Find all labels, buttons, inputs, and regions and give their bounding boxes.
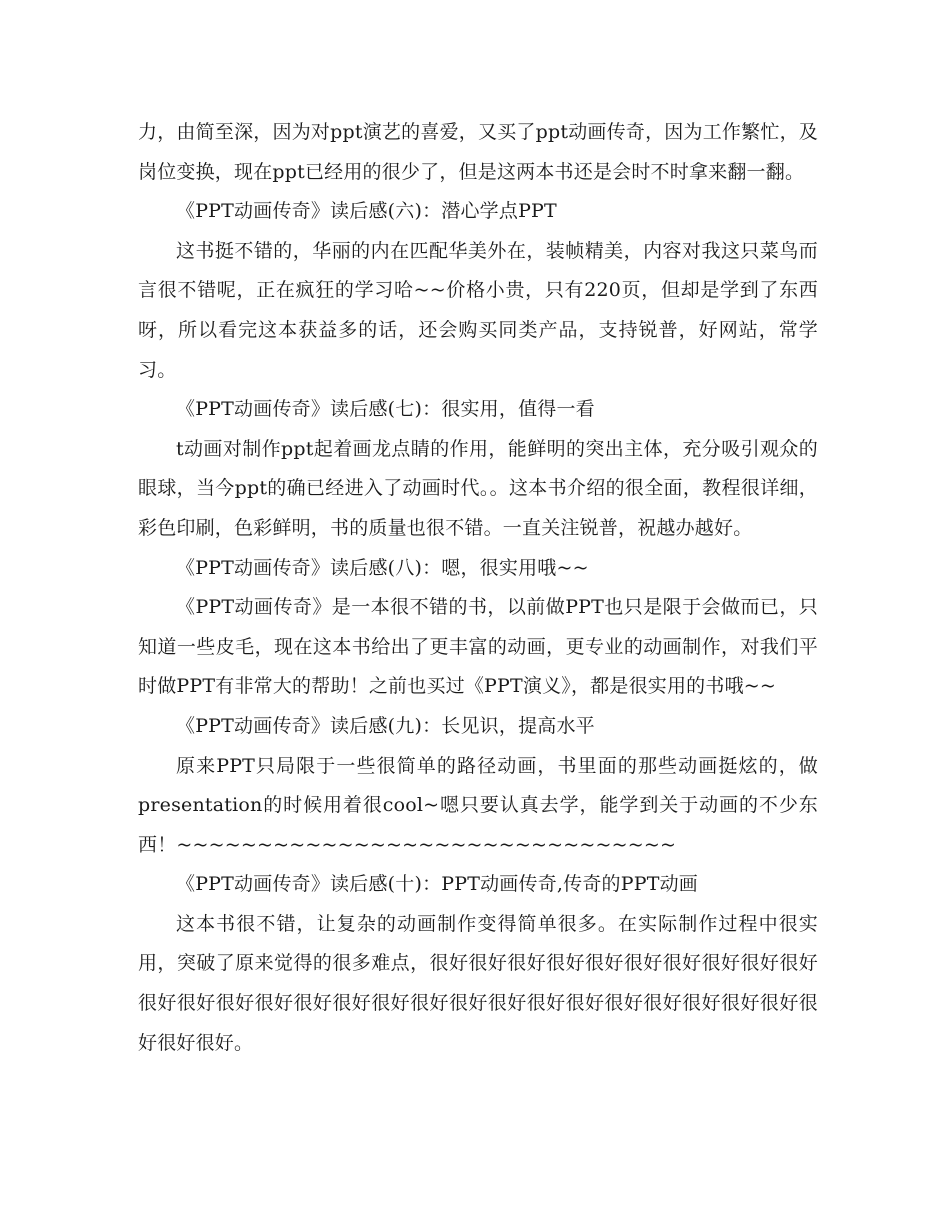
section-heading-9: 《PPT动画传奇》读后感(九)：长见识，提高水平 (176, 714, 595, 737)
document-body (138, 113, 818, 1063)
paragraph-continued: 力，由简至深，因为对ppt演艺的喜爱，又买了ppt动画传奇，因为工作繁忙，及岗位变换，现在ppt已经用的很少了，但是这两本书还是会时不时拿来翻一翻。 (138, 121, 818, 183)
section-heading-8: 《PPT动画传奇》读后感(八)：嗯，很实用哦~~ (176, 556, 589, 579)
section-heading-6: 《PPT动画传奇》读后感(六)：潜心学点PPT (176, 200, 557, 223)
paragraph-9: 原来PPT只局限于一些很简单的路径动画，书里面的那些动画挺炫的，做presentation的时候用着很cool~嗯只要认真去学，能学到关于动画的不少东西！~~~~~~~~~~~~~~~~~~~~~~~~~~~~~~~ (138, 754, 818, 856)
paragraph-7: t动画对制作ppt起着画龙点睛的作用，能鲜明的突出主体，充分吸引观众的眼球，当今ppt的确已经进入了动画时代。。这本书介绍的很全面，教程很详细，彩色印刷，色彩鲜明，书的质量也很不错。一直关注锐普，祝越办越好。 (138, 437, 818, 539)
paragraph-8: 《PPT动画传奇》是一本很不错的书，以前做PPT也只是限于会做而已，只知道一些皮毛，现在这本书给出了更丰富的动画，更专业的动画制作，对我们平时做PPT有非常大的帮助！之前也买过《PPT演义》，都是很实用的书哦~~ (138, 596, 818, 698)
paragraph-6: 这书挺不错的，华丽的内在匹配华美外在，装帧精美，内容对我这只菜鸟而言很不错呢，正在疯狂的学习哈~~价格小贵，只有220页，但却是学到了东西呀，所以看完这本获益多的话，还会购买同类产品，支持锐普，好网站，常学习。 (138, 239, 818, 381)
section-heading-7: 《PPT动画传奇》读后感(七)：很实用，值得一看 (176, 398, 595, 421)
paragraph-10: 这本书很不错，让复杂的动画制作变得简单很多。在实际制作过程中很实用，突破了原来觉得的很多难点，很好很好很好很好很好很好很好很好很好很好很好很好很好很好很好很好很好很好很好很好很好很好很好很好很好很好很好很好很好很好。 (138, 912, 818, 1054)
section-heading-10: 《PPT动画传奇》读后感(十)：PPT动画传奇,传奇的PPT动画 (176, 873, 698, 896)
